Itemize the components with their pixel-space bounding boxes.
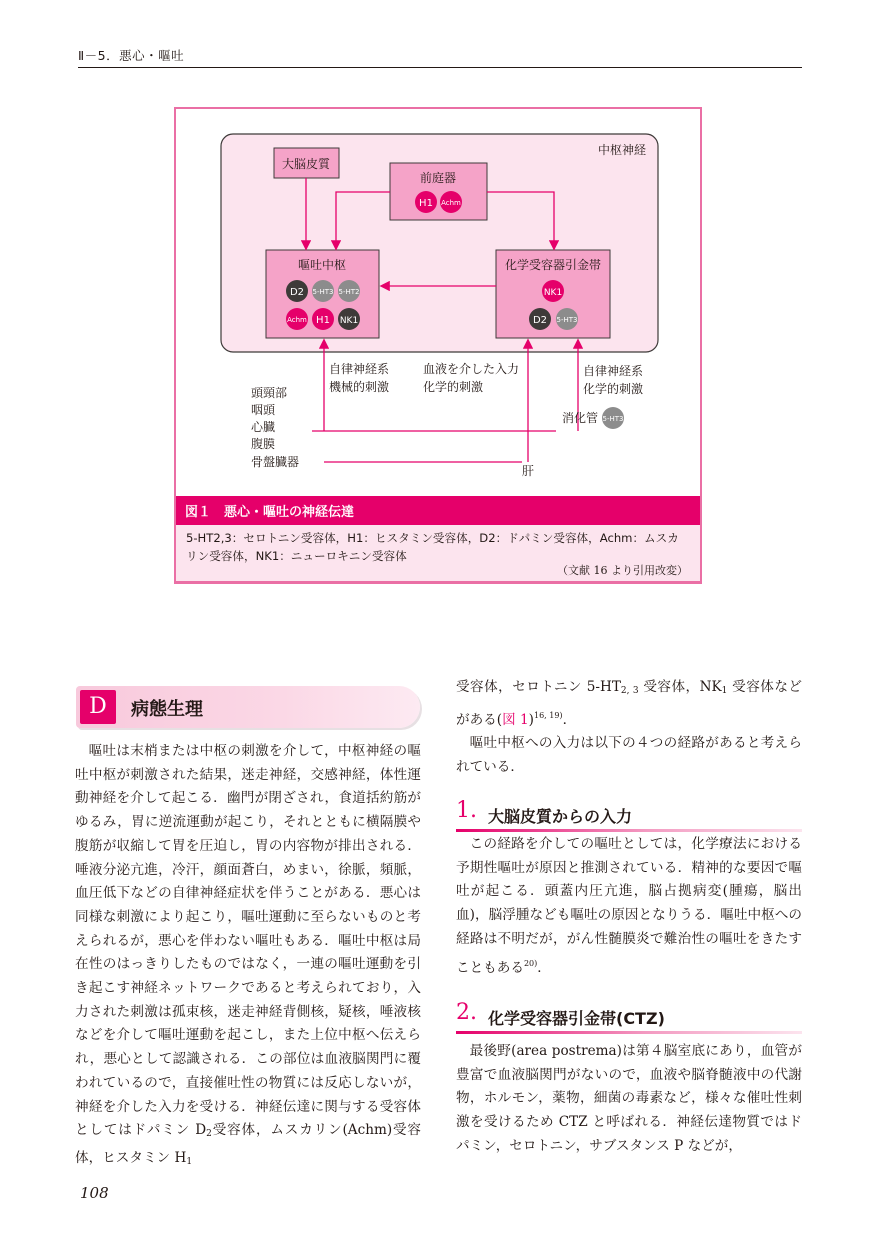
subsection-1-number: 1. [456, 798, 477, 823]
input-autonomic-chem-1: 自律神経系 [583, 364, 644, 378]
left-column-text [75, 740, 421, 1175]
paragraph-cortex-input: この経路を介しての嘔吐としては，化学療法における予期性嘔吐が原因と推測されている．精神的な要因で嘔吐が起こる．頭蓋内圧亢進，脳占拠病変(腫瘍，脳出血)，脳浮腫なども嘔吐の原因となりうる．嘔吐中枢への経路は不明だが，がん性髄膜炎で難治性の嘔吐をきたすこともある$^{20)}$． [456, 836, 802, 976]
achm-receptor-2: Achm [287, 316, 307, 324]
h1-receptor: H1 [419, 198, 433, 209]
figure-source: （文献 16 より引用改変） [557, 564, 688, 577]
figure-caption-line-2: リン受容体，NK1：ニューロキニン受容体 [186, 548, 407, 563]
subsection-1-rule [456, 829, 802, 832]
organ-head-neck: 頭頸部 [251, 386, 288, 400]
organ-peritoneum: 腹膜 [251, 437, 276, 451]
paragraph-pathophysiology: 嘔吐は末梢または中枢の刺激を介して，中枢神経の嘔吐中枢が刺激された結果，迷走神経，交感神経，体性運動神経を介して起こる．幽門が閉ざされ，食道括約筋がゆるみ，胃に逆流運動が起こり，それとともに横隔膜や腹筋が収縮して胃を圧迫し，胃の内容物が排出される．唾液分泌亢進，冷汗，顔面蒼白，めまい，徐脈，頻脈，血圧低下などの自律神経症状を伴うことがある．悪心は同様な刺激により起こり，嘔吐運動に至らないものと考えられるが，悪心を伴わない嘔吐もある．嘔吐中枢は局在性のはっきりしたものではなく，一連の嘔吐運動を引き起こす神経ネットワークであると考えられており，入力された刺激は孤束核，迷走神経背側核，疑核，唾液核などを介して嘔吐運動を起こし，また上位中枢へ伝えられ，悪心として認識される．この部位は血液脳関門に覆われているので，直接催吐性の物質には反応しないが，神経を介した入力を受ける．神経伝達に関与する受容体としてはドパミン $D_2$受容体，ムスカリン(Achm)受容体，ヒスタミン $H_1$ [75, 743, 421, 1167]
gut-ht3-receptor: 5-HT3 [602, 415, 624, 423]
subsection-1-heading [456, 798, 802, 832]
subsection-2-text [456, 1040, 802, 1159]
paragraph-ctz: 最後野(area postrema)は第４脳室底にあり，血管が豊富で血液脳関門がないので，血液や脳脊髄液中の代謝物，ホルモン，薬物，細菌の毒素など，様々な催吐性刺激を受けるため CTZ と呼ばれる．神経伝達物質ではドパミン，セロトニン，サブスタンス P などが， [456, 1043, 802, 1154]
input-blood-chem-1: 血液を介した入力 [423, 362, 520, 376]
figure-diagram [176, 109, 700, 496]
organ-pharynx: 咽頭 [251, 403, 276, 417]
figure-title: 図１ 悪心・嘔吐の神経伝達 [176, 496, 700, 525]
section-d-title: 病態生理 [131, 699, 203, 720]
header-rule [78, 67, 802, 68]
input-blood-chem-2: 化学的刺激 [423, 380, 484, 394]
gut-label: 消化管 [562, 411, 599, 425]
figure-1 [174, 107, 702, 584]
figure-caption [186, 530, 694, 565]
page-number: 108 [80, 1184, 109, 1202]
paragraph-continued: 受容体，セロトニン $5-HT_{2, 3}$ 受容体，$NK_1$ 受容体などがある(図 1)$^{16, 19)}$． [456, 679, 802, 728]
organ-heart: 心臓 [251, 420, 276, 434]
subsection-2-title: 化学受容器引金帯(CTZ) [488, 1009, 665, 1028]
vestibule-label: 前庭器 [419, 171, 457, 185]
cortex-label: 大脳皮質 [281, 157, 331, 171]
section-d-heading [76, 686, 420, 728]
d2-receptor-2: D2 [532, 315, 548, 326]
subsection-1-title: 大脳皮質からの入力 [488, 807, 633, 826]
achm-receptor: Achm [441, 199, 461, 207]
section-d-badge: D [80, 690, 116, 724]
input-autonomic-mech-1: 自律神経系 [329, 362, 390, 376]
vomiting-center-label: 嘔吐中枢 [297, 258, 347, 272]
paragraph-four-routes: 嘔吐中枢への入力は以下の４つの経路があると考えられている． [456, 735, 802, 776]
d2-receptor: D2 [289, 287, 305, 298]
liver-label: 肝 [521, 464, 535, 478]
cns-label: 中枢神経 [597, 143, 646, 157]
ht3-receptor: 5-HT3 [312, 288, 334, 296]
ctz-label: 化学受容器引金帯 [504, 258, 602, 272]
organ-pelvic: 骨盤臓器 [251, 455, 300, 469]
nk1-receptor: NK1 [339, 316, 359, 326]
ht3-receptor-2: 5-HT3 [556, 316, 578, 324]
figure-1-ref-link[interactable]: 図 1 [502, 711, 529, 728]
input-autonomic-mech-2: 機械的刺激 [329, 380, 390, 394]
subsection-1-text [456, 833, 802, 980]
nk1-receptor-2: NK1 [543, 288, 563, 298]
subsection-2-number: 2. [456, 1000, 477, 1025]
h1-receptor-2: H1 [316, 315, 330, 326]
input-autonomic-chem-2: 化学的刺激 [583, 382, 644, 396]
subsection-2-heading [456, 1000, 802, 1034]
ht2-receptor: 5-HT2 [338, 288, 360, 296]
running-header: Ⅱ－5．悪心・嘔吐 [78, 48, 185, 63]
figure-caption-line-1: 5-HT2,3：セロトニン受容体，H1：ヒスタミン受容体，D2：ドパミン受容体，Achm：ムスカ [186, 531, 679, 545]
right-column-text [456, 676, 802, 780]
subsection-2-rule [456, 1031, 802, 1034]
